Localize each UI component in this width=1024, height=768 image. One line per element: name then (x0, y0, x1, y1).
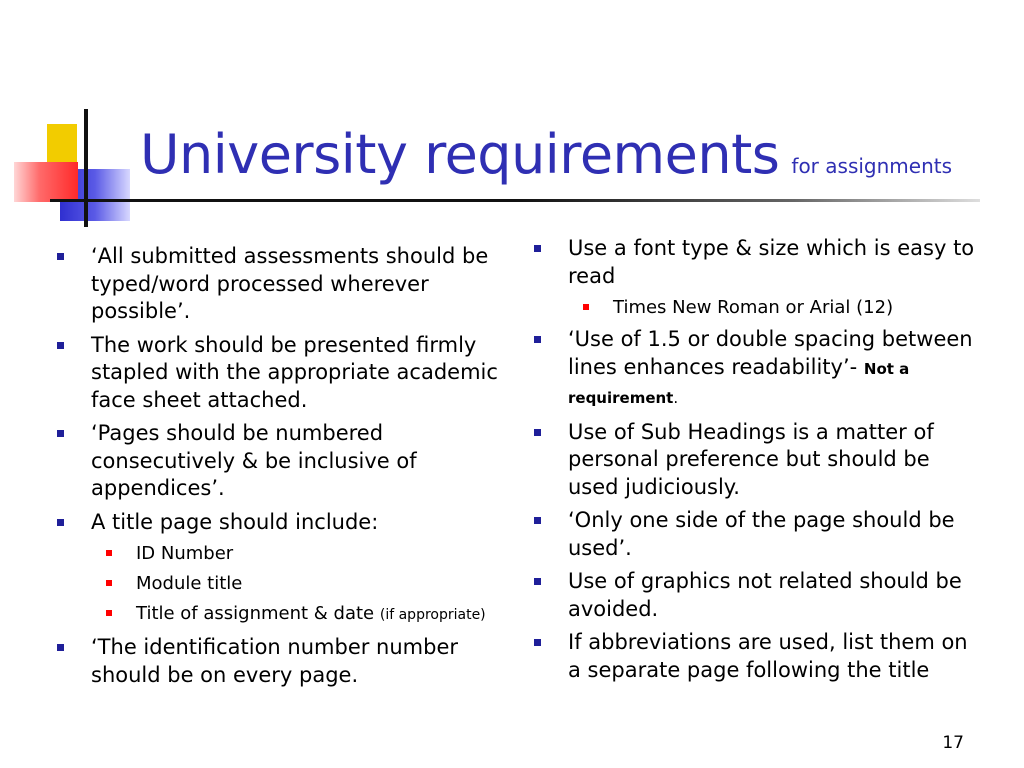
slide-title-main: University requirements (140, 123, 780, 186)
square-bullet-icon (534, 578, 541, 585)
list-item (533, 507, 978, 562)
list-item (56, 332, 506, 415)
list-item-text: ‘All submitted assessments should be typed/word processed wherever possible’. (91, 244, 489, 323)
list-item (56, 509, 506, 537)
sub-list-item-text: Times New Roman or Arial (12) (613, 297, 894, 318)
left-bullet-list (56, 243, 506, 695)
right-bullet-list (533, 235, 978, 690)
list-item-text: Use of graphics not related should be avoided. (568, 569, 962, 621)
sub-list-item (56, 572, 506, 595)
sub-list-item-text: Title of assignment & date (136, 603, 375, 624)
sub-list-item (56, 602, 506, 627)
list-item (533, 326, 978, 413)
list-item-text: ‘Use of 1.5 or double spacing between lines enhances readability’- (568, 327, 973, 379)
list-item (533, 419, 978, 502)
list-item-text: If abbreviations are used, list them on a separate page following the title (568, 630, 968, 682)
list-item-text: A title page should include: (91, 509, 379, 534)
list-item-text: ‘The identification number number should be on every page. (91, 635, 459, 687)
list-item-text: Use a font type & size which is easy to read (568, 236, 975, 288)
red-square-bullet-icon (106, 610, 112, 616)
sub-list-item (533, 296, 978, 319)
red-square-bullet-icon (106, 550, 112, 556)
slide-title (140, 123, 952, 186)
list-item (533, 568, 978, 623)
red-square-bullet-icon (583, 304, 589, 310)
square-bullet-icon (57, 253, 64, 260)
square-bullet-icon (534, 245, 541, 252)
list-item (56, 634, 506, 689)
square-bullet-icon (534, 429, 541, 436)
list-item (56, 420, 506, 503)
square-bullet-icon (534, 517, 541, 524)
page-number: 17 (942, 733, 964, 753)
list-item (56, 243, 506, 326)
square-bullet-icon (57, 342, 64, 349)
slide-title-sub: for assignments (791, 154, 953, 178)
sub-list-item-note: (if appropriate) (379, 607, 486, 623)
red-square-bullet-icon (106, 580, 112, 586)
not-a-requirement-note: Not a requirement (568, 359, 910, 407)
decor-red-square (14, 162, 78, 202)
note-tail: . (673, 389, 679, 407)
list-item (533, 629, 978, 684)
list-item (533, 235, 978, 290)
list-item-text: ‘Pages should be numbered consecutively & be inclusive of appendices’. (91, 421, 417, 500)
sub-list-item-text: ID Number (136, 543, 234, 564)
list-item-text: ‘Only one side of the page should be used’. (568, 508, 955, 560)
list-item-text: The work should be presented firmly stapled with the appropriate academic face sheet attached. (91, 332, 498, 412)
title-underline (50, 199, 980, 202)
decor-vertical-line (84, 109, 88, 227)
square-bullet-icon (534, 336, 541, 343)
sub-list-item (56, 542, 506, 565)
square-bullet-icon (57, 519, 64, 526)
list-item-text: Use of Sub Headings is a matter of personal preference but should be used judiciously. (568, 419, 934, 499)
square-bullet-icon (57, 644, 64, 651)
square-bullet-icon (534, 639, 541, 646)
square-bullet-icon (57, 430, 64, 437)
sub-list-item-text: Module title (136, 573, 243, 594)
